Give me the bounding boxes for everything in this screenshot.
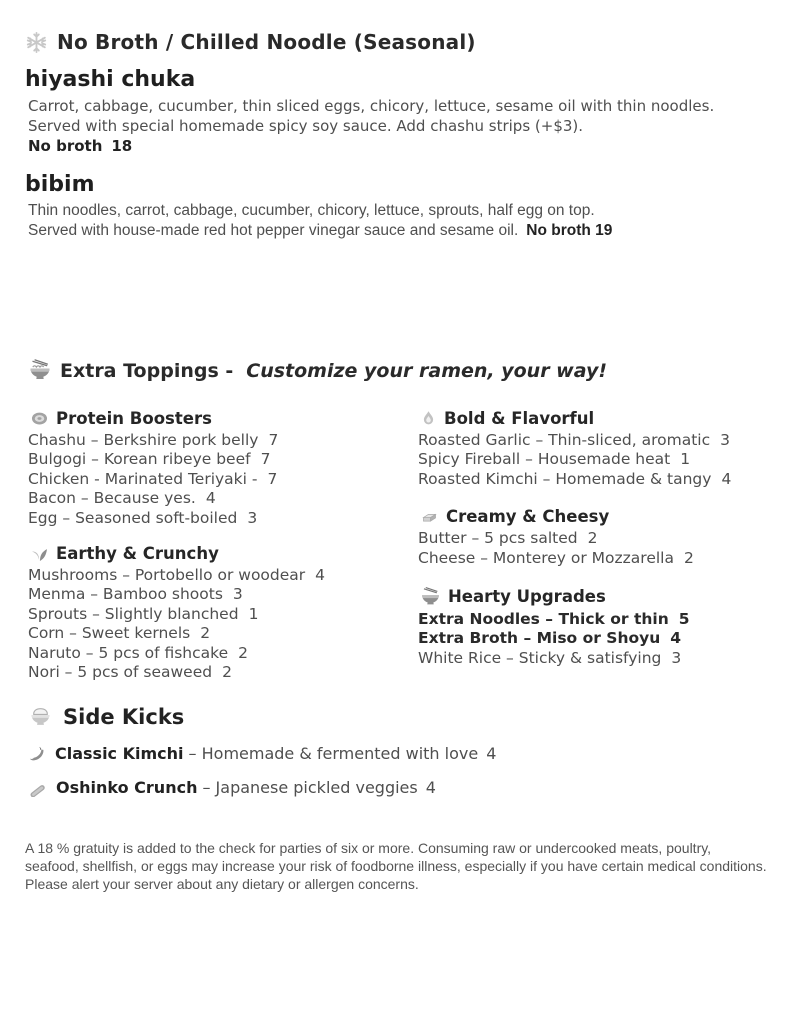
gratuity-disclaimer: [25, 839, 773, 893]
item-label: Roasted Garlic – Thin-sliced, aromatic: [418, 431, 711, 449]
item-price: 3: [671, 648, 682, 667]
toppings-columns: [28, 409, 791, 696]
item-label: Cheese – Monterey or Mozzarella: [418, 548, 674, 567]
item-price: 2: [587, 529, 598, 548]
snowflake-icon: [25, 31, 48, 54]
dish-name: hiyashi chuka: [25, 67, 196, 92]
topping-item: [28, 431, 418, 450]
item-label: Chashu – Berkshire pork belly: [28, 431, 259, 449]
group-protein-boosters: [28, 409, 418, 528]
item-label: Spicy Fireball – Housemade heat: [418, 450, 671, 469]
group-title: Protein Boosters: [56, 409, 212, 428]
side-kicks-header: [28, 704, 766, 729]
item-label: Extra Noodles – Thick or thin: [418, 610, 669, 629]
toppings-column-right: [418, 409, 791, 696]
dish-description-line: Carrot, cabbage, cucumber, thin sliced eggs, chicory, lettuce, sesame oil with thin noodles.: [28, 97, 715, 115]
group-header: [28, 409, 418, 428]
item-price: 7: [268, 431, 279, 449]
side-kicks-section: [28, 704, 766, 797]
item-label: Bacon – Because yes.: [28, 489, 196, 508]
side-kick-item-oshinko: [28, 778, 766, 797]
group-bold-flavorful: [418, 409, 791, 489]
item-price: 2: [222, 663, 232, 682]
side-kicks-title: Side Kicks: [63, 704, 185, 729]
topping-item: [418, 549, 791, 568]
side-kick-desc: – Japanese pickled veggies: [202, 778, 418, 797]
dish-description-text: Served with house-made red hot pepper vinegar sauce and sesame oil.: [28, 222, 519, 239]
item-price: 4: [721, 469, 732, 488]
topping-item: [418, 529, 791, 548]
extra-toppings-section: [28, 358, 791, 696]
item-label: Mushrooms – Portobello or woodear: [28, 566, 306, 585]
group-header: [418, 409, 791, 428]
dish-hiyashi-chuka: [25, 67, 766, 156]
disclaimer-line: A 18 % gratuity is added to the check for parties of six or more. Consuming raw or undercooked meats, poultry,: [25, 840, 712, 856]
meat-icon: [30, 409, 49, 428]
group-title: Creamy & Cheesy: [446, 507, 610, 527]
topping-item: [28, 566, 418, 585]
group-earthy-crunchy: [28, 544, 418, 682]
item-label: Egg – Seasoned soft-boiled: [28, 508, 238, 527]
disclaimer-line: seafood, shellfish, or eggs may increase your risk of foodborne illness, especially if you have certain medical conditions.: [25, 858, 767, 874]
group-title: Bold & Flavorful: [444, 409, 595, 428]
item-label: Naruto – 5 pcs of fishcake: [28, 643, 229, 662]
item-price: 3: [232, 585, 243, 604]
item-label: Nori – 5 pcs of seaweed: [28, 663, 213, 682]
item-price: 1: [680, 450, 691, 469]
disclaimer-line: Please alert your server about any dietary or allergen concerns.: [25, 876, 419, 892]
price-label: No broth 19: [526, 222, 613, 239]
group-header: [28, 544, 418, 563]
item-label: Roasted Kimchi – Homemade & tangy: [418, 469, 712, 488]
topping-item: [28, 605, 418, 624]
item-price: 4: [670, 629, 682, 648]
group-title: Hearty Upgrades: [448, 587, 606, 607]
side-kick-desc: – Homemade & fermented with love: [188, 744, 479, 763]
extra-toppings-header: [28, 358, 791, 382]
item-label: White Rice – Sticky & satisfying: [418, 648, 662, 667]
no-broth-section: [25, 30, 766, 241]
cucumber-icon: [28, 778, 47, 797]
dish-price-line: [25, 136, 766, 156]
topping-item: [418, 610, 791, 629]
topping-item: [418, 431, 791, 450]
extra-toppings-title: Extra Toppings -: [60, 360, 234, 382]
topping-item: [28, 585, 418, 604]
topping-item: [418, 470, 791, 489]
item-price: 2: [200, 624, 211, 643]
side-kick-text: [56, 778, 436, 797]
topping-item: [418, 450, 791, 469]
butter-icon: [420, 508, 439, 525]
no-broth-section-header: [25, 30, 766, 54]
group-header: [418, 586, 791, 607]
no-broth-section-title: No Broth / Chilled Noodle (Seasonal): [57, 30, 476, 54]
item-label: Butter – 5 pcs salted: [418, 529, 578, 548]
item-label: Sprouts – Slightly blanched: [28, 604, 239, 623]
extra-toppings-tagline: Customize your ramen, your way!: [246, 360, 608, 382]
item-price: 3: [720, 431, 730, 449]
dish-description-line: Served with special homemade spicy soy sauce. Add chashu strips (+$3).: [28, 117, 584, 135]
toppings-column-left: [28, 409, 418, 696]
item-price: 4: [315, 566, 326, 585]
dish-description-line: [25, 221, 766, 241]
topping-item: [28, 450, 418, 469]
dish-bibim: [25, 172, 766, 241]
ramen-bowl-icon: [420, 586, 441, 607]
item-label: Chicken - Marinated Teriyaki -: [28, 469, 258, 488]
side-kick-name: Classic Kimchi: [55, 744, 184, 763]
item-label: Corn – Sweet kernels: [28, 624, 191, 643]
side-kick-text: [55, 744, 496, 763]
group-header: [418, 507, 791, 526]
item-price: 2: [684, 548, 694, 567]
side-kick-item-kimchi: [28, 744, 766, 763]
group-creamy-cheesy: [418, 507, 791, 568]
herb-icon: [30, 544, 49, 563]
item-price: 1: [248, 604, 259, 623]
group-hearty-upgrades: [418, 586, 791, 668]
group-title: Earthy & Crunchy: [56, 544, 219, 564]
dish-name: bibim: [25, 172, 95, 197]
ramen-bowl-icon: [28, 358, 52, 382]
price-label: No broth: [28, 137, 103, 155]
item-price: 7: [260, 450, 271, 469]
topping-item: [28, 663, 418, 682]
topping-item: [418, 649, 791, 668]
item-price: 3: [247, 508, 258, 527]
item-label: Extra Broth – Miso or Shoyu: [418, 629, 661, 648]
topping-item: [418, 629, 791, 648]
item-price: 5: [678, 610, 690, 629]
side-kick-name: Oshinko Crunch: [56, 778, 198, 797]
chili-icon: [28, 745, 46, 763]
item-label: Menma – Bamboo shoots: [28, 585, 223, 604]
topping-item: [28, 644, 418, 663]
item-price: 4: [205, 489, 216, 508]
price-value: 18: [111, 137, 133, 155]
topping-item: [28, 489, 418, 508]
topping-item: [28, 470, 418, 489]
dish-description-line: Thin noodles, carrot, cabbage, cucumber, chicory, lettuce, sprouts, half egg on top.: [28, 202, 595, 219]
side-kick-price: 4: [425, 778, 436, 797]
side-kick-price: 4: [486, 744, 497, 763]
topping-item: [28, 509, 418, 528]
item-price: 2: [238, 643, 248, 662]
item-price: 7: [267, 469, 278, 488]
flame-icon: [420, 409, 437, 428]
item-label: Bulgogi – Korean ribeye beef: [28, 450, 251, 469]
rice-bowl-icon: [28, 704, 53, 729]
topping-item: [28, 624, 418, 643]
